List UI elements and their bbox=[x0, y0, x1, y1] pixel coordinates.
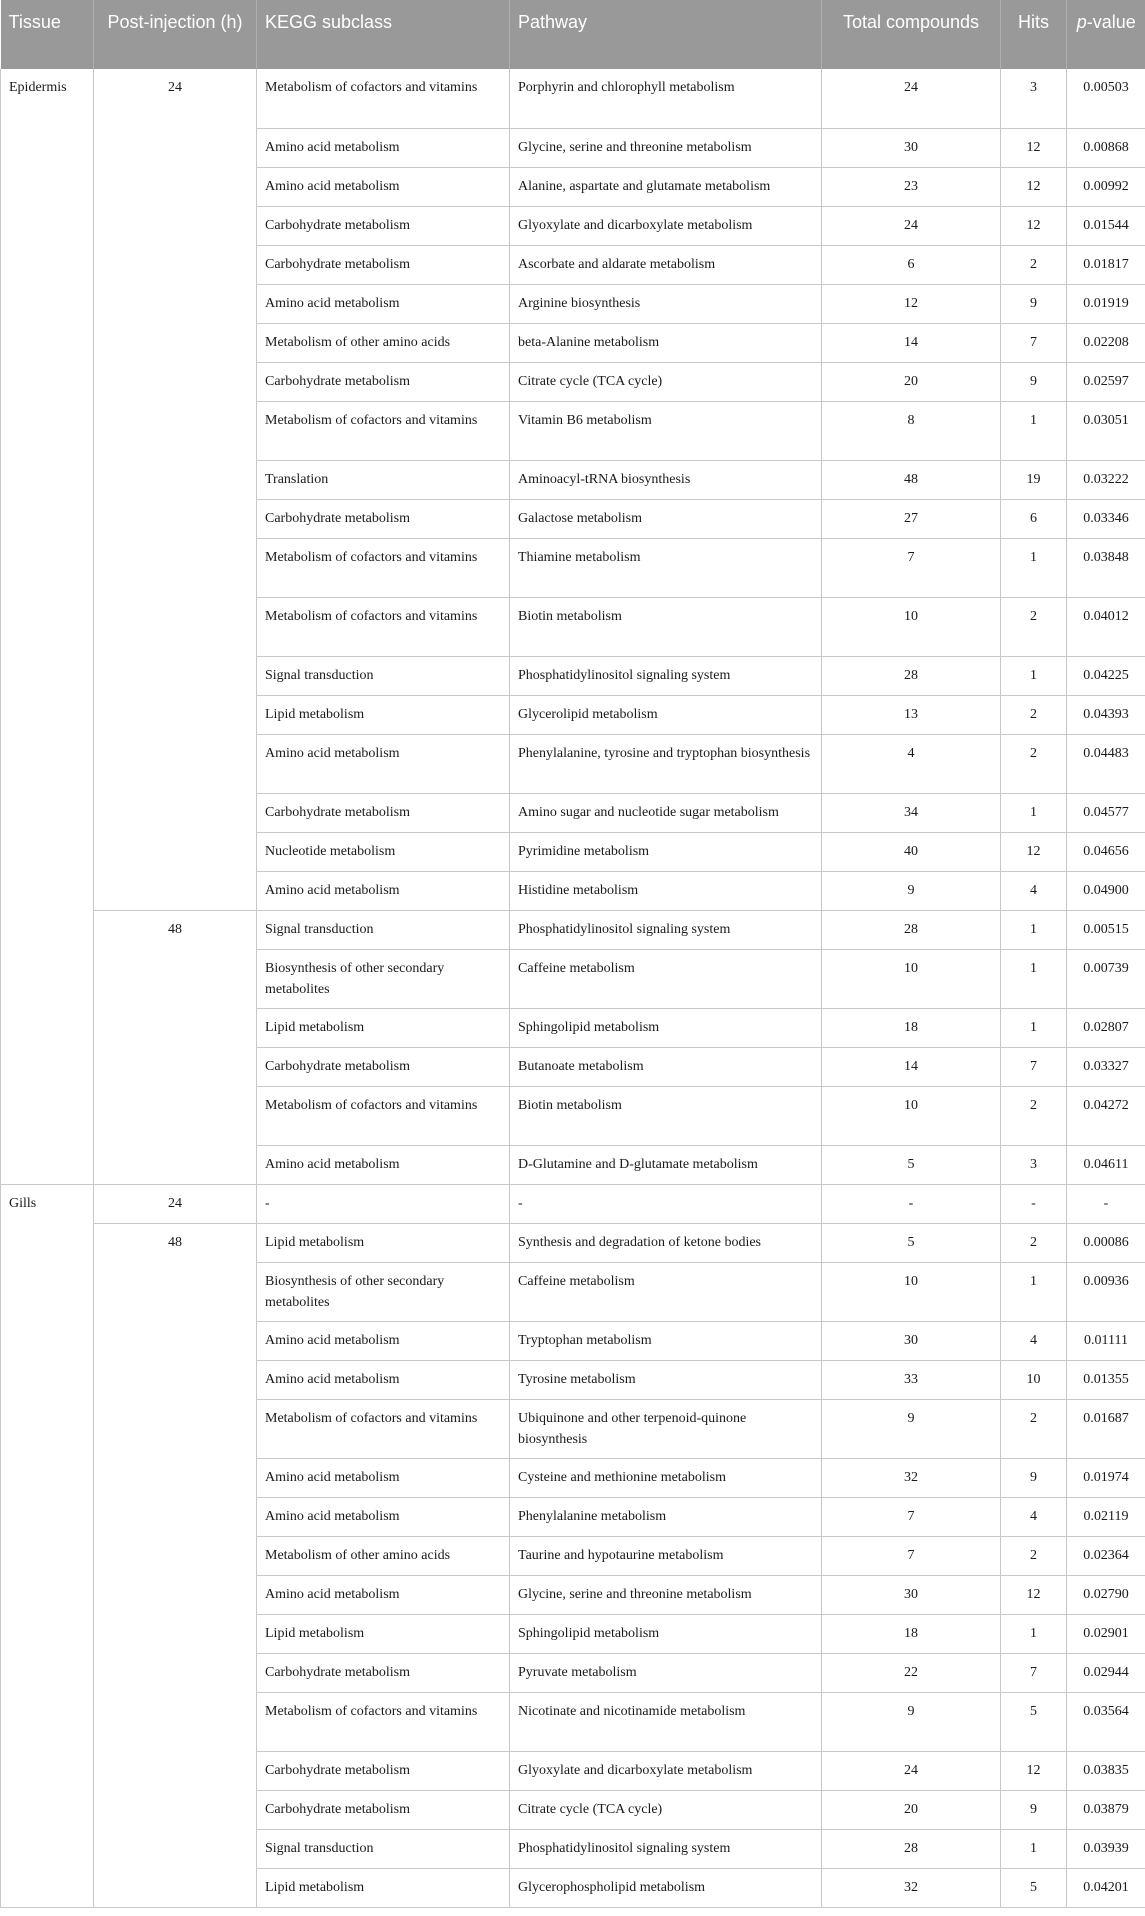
hits-cell: 12 bbox=[1001, 128, 1067, 167]
kegg-subclass-cell: Signal transduction bbox=[257, 656, 510, 695]
table-body bbox=[1, 69, 1145, 1907]
header-p-value bbox=[1067, 0, 1145, 69]
kegg-subclass-cell: Carbohydrate metabolism bbox=[257, 1790, 510, 1829]
pathway-cell: Citrate cycle (TCA cycle) bbox=[510, 1790, 822, 1829]
total-compounds-cell: 10 bbox=[822, 1262, 1001, 1321]
p-value-cell: 0.04272 bbox=[1067, 1086, 1145, 1145]
header-p-value-rest: -value bbox=[1086, 12, 1136, 32]
tissue-cell: Epidermis bbox=[1, 69, 94, 1184]
kegg-subclass-cell: Amino acid metabolism bbox=[257, 1575, 510, 1614]
kegg-subclass-cell: Signal transduction bbox=[257, 910, 510, 949]
pathway-cell: Citrate cycle (TCA cycle) bbox=[510, 362, 822, 401]
pathway-cell: Glyoxylate and dicarboxylate metabolism bbox=[510, 206, 822, 245]
p-value-cell: 0.00515 bbox=[1067, 910, 1145, 949]
hits-cell: 7 bbox=[1001, 323, 1067, 362]
pathway-cell: Caffeine metabolism bbox=[510, 949, 822, 1008]
p-value-cell: 0.02807 bbox=[1067, 1008, 1145, 1047]
p-value-cell: 0.00503 bbox=[1067, 69, 1145, 128]
p-value-cell: 0.04900 bbox=[1067, 871, 1145, 910]
kegg-subclass-cell: Amino acid metabolism bbox=[257, 1145, 510, 1184]
p-value-cell: 0.03939 bbox=[1067, 1829, 1145, 1868]
hits-cell: 12 bbox=[1001, 167, 1067, 206]
hits-cell: 2 bbox=[1001, 597, 1067, 656]
kegg-subclass-cell: Amino acid metabolism bbox=[257, 284, 510, 323]
pathway-cell: Aminoacyl-tRNA biosynthesis bbox=[510, 460, 822, 499]
pathway-cell: Cysteine and methionine metabolism bbox=[510, 1458, 822, 1497]
total-compounds-cell: 22 bbox=[822, 1653, 1001, 1692]
pathway-cell: Phenylalanine, tyrosine and tryptophan biosynthesis bbox=[510, 734, 822, 793]
kegg-subclass-cell: Metabolism of other amino acids bbox=[257, 1536, 510, 1575]
kegg-subclass-cell: Amino acid metabolism bbox=[257, 734, 510, 793]
p-value-cell: 0.00936 bbox=[1067, 1262, 1145, 1321]
header-total-compounds: Total compounds bbox=[822, 0, 1001, 69]
p-value-cell: 0.03848 bbox=[1067, 538, 1145, 597]
kegg-subclass-cell: Amino acid metabolism bbox=[257, 1360, 510, 1399]
kegg-subclass-cell: Metabolism of cofactors and vitamins bbox=[257, 538, 510, 597]
total-compounds-cell: 9 bbox=[822, 1399, 1001, 1458]
kegg-subclass-cell: Metabolism of cofactors and vitamins bbox=[257, 401, 510, 460]
hits-cell: 1 bbox=[1001, 949, 1067, 1008]
pathway-cell: Glycerophospholipid metabolism bbox=[510, 1868, 822, 1907]
p-value-cell: 0.04656 bbox=[1067, 832, 1145, 871]
pathway-cell: Sphingolipid metabolism bbox=[510, 1614, 822, 1653]
total-compounds-cell: 6 bbox=[822, 245, 1001, 284]
kegg-subclass-cell: Biosynthesis of other secondary metabolites bbox=[257, 949, 510, 1008]
total-compounds-cell: 5 bbox=[822, 1145, 1001, 1184]
pathway-cell: Phosphatidylinositol signaling system bbox=[510, 656, 822, 695]
pathway-cell: Pyruvate metabolism bbox=[510, 1653, 822, 1692]
hits-cell: 3 bbox=[1001, 1145, 1067, 1184]
tissue-cell: Gills bbox=[1, 1184, 94, 1907]
hits-cell: - bbox=[1001, 1184, 1067, 1223]
pathway-cell: Biotin metabolism bbox=[510, 597, 822, 656]
total-compounds-cell: 48 bbox=[822, 460, 1001, 499]
kegg-subclass-cell: Carbohydrate metabolism bbox=[257, 1751, 510, 1790]
kegg-subclass-cell: Carbohydrate metabolism bbox=[257, 245, 510, 284]
hits-cell: 1 bbox=[1001, 910, 1067, 949]
total-compounds-cell: 7 bbox=[822, 1497, 1001, 1536]
kegg-subclass-cell: Amino acid metabolism bbox=[257, 128, 510, 167]
header-pathway: Pathway bbox=[510, 0, 822, 69]
kegg-subclass-cell: Nucleotide metabolism bbox=[257, 832, 510, 871]
post-injection-cell: 24 bbox=[94, 69, 257, 910]
total-compounds-cell: - bbox=[822, 1184, 1001, 1223]
kegg-subclass-cell: Signal transduction bbox=[257, 1829, 510, 1868]
hits-cell: 3 bbox=[1001, 69, 1067, 128]
kegg-subclass-cell: Carbohydrate metabolism bbox=[257, 1653, 510, 1692]
kegg-subclass-cell: Lipid metabolism bbox=[257, 1223, 510, 1262]
hits-cell: 2 bbox=[1001, 1086, 1067, 1145]
total-compounds-cell: 27 bbox=[822, 499, 1001, 538]
total-compounds-cell: 33 bbox=[822, 1360, 1001, 1399]
hits-cell: 4 bbox=[1001, 871, 1067, 910]
kegg-subclass-cell: Carbohydrate metabolism bbox=[257, 793, 510, 832]
table-row bbox=[1, 69, 1145, 128]
hits-cell: 2 bbox=[1001, 1536, 1067, 1575]
total-compounds-cell: 28 bbox=[822, 1829, 1001, 1868]
kegg-subclass-cell: Amino acid metabolism bbox=[257, 1321, 510, 1360]
kegg-subclass-cell: Biosynthesis of other secondary metabolites bbox=[257, 1262, 510, 1321]
p-value-cell: 0.01817 bbox=[1067, 245, 1145, 284]
pathway-cell: Arginine biosynthesis bbox=[510, 284, 822, 323]
pathway-cell: Biotin metabolism bbox=[510, 1086, 822, 1145]
pathway-cell: Phenylalanine metabolism bbox=[510, 1497, 822, 1536]
pathway-cell: Taurine and hypotaurine metabolism bbox=[510, 1536, 822, 1575]
kegg-subclass-cell: Carbohydrate metabolism bbox=[257, 499, 510, 538]
pathway-cell: Pyrimidine metabolism bbox=[510, 832, 822, 871]
pathway-cell: Thiamine metabolism bbox=[510, 538, 822, 597]
total-compounds-cell: 24 bbox=[822, 69, 1001, 128]
total-compounds-cell: 18 bbox=[822, 1614, 1001, 1653]
kegg-subclass-cell: Amino acid metabolism bbox=[257, 1497, 510, 1536]
kegg-subclass-cell: Amino acid metabolism bbox=[257, 1458, 510, 1497]
total-compounds-cell: 9 bbox=[822, 1692, 1001, 1751]
hits-cell: 1 bbox=[1001, 401, 1067, 460]
pathway-cell: Nicotinate and nicotinamide metabolism bbox=[510, 1692, 822, 1751]
table-header bbox=[1, 0, 1145, 69]
total-compounds-cell: 8 bbox=[822, 401, 1001, 460]
pathway-cell: Amino sugar and nucleotide sugar metabolism bbox=[510, 793, 822, 832]
total-compounds-cell: 30 bbox=[822, 1575, 1001, 1614]
pathway-cell: Ubiquinone and other terpenoid-quinone biosynthesis bbox=[510, 1399, 822, 1458]
pathway-cell: Tyrosine metabolism bbox=[510, 1360, 822, 1399]
kegg-subclass-cell: Carbohydrate metabolism bbox=[257, 206, 510, 245]
pathway-cell: Porphyrin and chlorophyll metabolism bbox=[510, 69, 822, 128]
p-value-cell: - bbox=[1067, 1184, 1145, 1223]
kegg-subclass-cell: Lipid metabolism bbox=[257, 1868, 510, 1907]
p-value-cell: 0.00739 bbox=[1067, 949, 1145, 1008]
total-compounds-cell: 28 bbox=[822, 656, 1001, 695]
p-value-cell: 0.01111 bbox=[1067, 1321, 1145, 1360]
p-value-cell: 0.01544 bbox=[1067, 206, 1145, 245]
total-compounds-cell: 34 bbox=[822, 793, 1001, 832]
p-value-cell: 0.03051 bbox=[1067, 401, 1145, 460]
header-post-injection: Post-injection (h) bbox=[94, 0, 257, 69]
pathway-cell: Histidine metabolism bbox=[510, 871, 822, 910]
kegg-subclass-cell: Amino acid metabolism bbox=[257, 167, 510, 206]
hits-cell: 9 bbox=[1001, 284, 1067, 323]
pathway-cell: D-Glutamine and D-glutamate metabolism bbox=[510, 1145, 822, 1184]
pathway-cell: Glycine, serine and threonine metabolism bbox=[510, 128, 822, 167]
table-row bbox=[1, 1223, 1145, 1262]
total-compounds-cell: 13 bbox=[822, 695, 1001, 734]
hits-cell: 7 bbox=[1001, 1047, 1067, 1086]
hits-cell: 1 bbox=[1001, 1262, 1067, 1321]
header-tissue: Tissue bbox=[1, 0, 94, 69]
p-value-cell: 0.04577 bbox=[1067, 793, 1145, 832]
p-value-cell: 0.03346 bbox=[1067, 499, 1145, 538]
p-value-cell: 0.01687 bbox=[1067, 1399, 1145, 1458]
total-compounds-cell: 28 bbox=[822, 910, 1001, 949]
pathway-cell: Sphingolipid metabolism bbox=[510, 1008, 822, 1047]
p-value-cell: 0.03222 bbox=[1067, 460, 1145, 499]
hits-cell: 9 bbox=[1001, 1458, 1067, 1497]
p-value-cell: 0.01974 bbox=[1067, 1458, 1145, 1497]
total-compounds-cell: 24 bbox=[822, 206, 1001, 245]
total-compounds-cell: 10 bbox=[822, 1086, 1001, 1145]
p-value-cell: 0.02597 bbox=[1067, 362, 1145, 401]
p-value-cell: 0.04483 bbox=[1067, 734, 1145, 793]
pathway-cell: Alanine, aspartate and glutamate metabolism bbox=[510, 167, 822, 206]
total-compounds-cell: 14 bbox=[822, 323, 1001, 362]
total-compounds-cell: 14 bbox=[822, 1047, 1001, 1086]
total-compounds-cell: 40 bbox=[822, 832, 1001, 871]
pathway-cell: Caffeine metabolism bbox=[510, 1262, 822, 1321]
hits-cell: 1 bbox=[1001, 1614, 1067, 1653]
kegg-subclass-cell: Amino acid metabolism bbox=[257, 871, 510, 910]
pathway-cell: Phosphatidylinositol signaling system bbox=[510, 1829, 822, 1868]
hits-cell: 1 bbox=[1001, 1829, 1067, 1868]
total-compounds-cell: 32 bbox=[822, 1458, 1001, 1497]
p-value-cell: 0.01919 bbox=[1067, 284, 1145, 323]
total-compounds-cell: 5 bbox=[822, 1223, 1001, 1262]
p-value-cell: 0.04225 bbox=[1067, 656, 1145, 695]
total-compounds-cell: 20 bbox=[822, 1790, 1001, 1829]
p-value-cell: 0.02944 bbox=[1067, 1653, 1145, 1692]
hits-cell: 1 bbox=[1001, 793, 1067, 832]
p-value-cell: 0.03835 bbox=[1067, 1751, 1145, 1790]
hits-cell: 5 bbox=[1001, 1868, 1067, 1907]
pathway-cell: Tryptophan metabolism bbox=[510, 1321, 822, 1360]
total-compounds-cell: 4 bbox=[822, 734, 1001, 793]
kegg-subclass-cell: Metabolism of cofactors and vitamins bbox=[257, 69, 510, 128]
kegg-subclass-cell: - bbox=[257, 1184, 510, 1223]
kegg-subclass-cell: Carbohydrate metabolism bbox=[257, 362, 510, 401]
kegg-subclass-cell: Lipid metabolism bbox=[257, 1614, 510, 1653]
hits-cell: 2 bbox=[1001, 245, 1067, 284]
hits-cell: 10 bbox=[1001, 1360, 1067, 1399]
post-injection-cell: 24 bbox=[94, 1184, 257, 1223]
header-p-value-italic: p bbox=[1076, 12, 1087, 32]
p-value-cell: 0.00868 bbox=[1067, 128, 1145, 167]
p-value-cell: 0.04611 bbox=[1067, 1145, 1145, 1184]
p-value-cell: 0.03327 bbox=[1067, 1047, 1145, 1086]
hits-cell: 4 bbox=[1001, 1321, 1067, 1360]
total-compounds-cell: 23 bbox=[822, 167, 1001, 206]
kegg-subclass-cell: Metabolism of other amino acids bbox=[257, 323, 510, 362]
total-compounds-cell: 18 bbox=[822, 1008, 1001, 1047]
p-value-cell: 0.04393 bbox=[1067, 695, 1145, 734]
hits-cell: 12 bbox=[1001, 832, 1067, 871]
p-value-cell: 0.03564 bbox=[1067, 1692, 1145, 1751]
total-compounds-cell: 10 bbox=[822, 949, 1001, 1008]
kegg-subclass-cell: Metabolism of cofactors and vitamins bbox=[257, 1399, 510, 1458]
hits-cell: 2 bbox=[1001, 734, 1067, 793]
hits-cell: 2 bbox=[1001, 1223, 1067, 1262]
kegg-subclass-cell: Metabolism of cofactors and vitamins bbox=[257, 1086, 510, 1145]
hits-cell: 2 bbox=[1001, 695, 1067, 734]
post-injection-cell: 48 bbox=[94, 910, 257, 1184]
total-compounds-cell: 30 bbox=[822, 1321, 1001, 1360]
p-value-cell: 0.02901 bbox=[1067, 1614, 1145, 1653]
pathway-cell: Glycine, serine and threonine metabolism bbox=[510, 1575, 822, 1614]
kegg-subclass-cell: Metabolism of cofactors and vitamins bbox=[257, 597, 510, 656]
pathway-cell: Vitamin B6 metabolism bbox=[510, 401, 822, 460]
p-value-cell: 0.02790 bbox=[1067, 1575, 1145, 1614]
pathway-cell: Butanoate metabolism bbox=[510, 1047, 822, 1086]
hits-cell: 1 bbox=[1001, 656, 1067, 695]
p-value-cell: 0.03879 bbox=[1067, 1790, 1145, 1829]
p-value-cell: 0.04201 bbox=[1067, 1868, 1145, 1907]
total-compounds-cell: 32 bbox=[822, 1868, 1001, 1907]
hits-cell: 19 bbox=[1001, 460, 1067, 499]
hits-cell: 1 bbox=[1001, 1008, 1067, 1047]
pathway-cell: Ascorbate and aldarate metabolism bbox=[510, 245, 822, 284]
hits-cell: 12 bbox=[1001, 1575, 1067, 1614]
pathway-cell: - bbox=[510, 1184, 822, 1223]
total-compounds-cell: 12 bbox=[822, 284, 1001, 323]
p-value-cell: 0.02364 bbox=[1067, 1536, 1145, 1575]
hits-cell: 9 bbox=[1001, 362, 1067, 401]
total-compounds-cell: 9 bbox=[822, 871, 1001, 910]
header-hits: Hits bbox=[1001, 0, 1067, 69]
hits-cell: 12 bbox=[1001, 206, 1067, 245]
hits-cell: 2 bbox=[1001, 1399, 1067, 1458]
pathway-cell: beta-Alanine metabolism bbox=[510, 323, 822, 362]
table-row bbox=[1, 1184, 1145, 1223]
pathway-cell: Synthesis and degradation of ketone bodies bbox=[510, 1223, 822, 1262]
total-compounds-cell: 24 bbox=[822, 1751, 1001, 1790]
p-value-cell: 0.00992 bbox=[1067, 167, 1145, 206]
kegg-subclass-cell: Carbohydrate metabolism bbox=[257, 1047, 510, 1086]
hits-cell: 9 bbox=[1001, 1790, 1067, 1829]
p-value-cell: 0.01355 bbox=[1067, 1360, 1145, 1399]
p-value-cell: 0.00086 bbox=[1067, 1223, 1145, 1262]
post-injection-cell: 48 bbox=[94, 1223, 257, 1907]
hits-cell: 4 bbox=[1001, 1497, 1067, 1536]
kegg-subclass-cell: Metabolism of cofactors and vitamins bbox=[257, 1692, 510, 1751]
hits-cell: 12 bbox=[1001, 1751, 1067, 1790]
kegg-subclass-cell: Translation bbox=[257, 460, 510, 499]
total-compounds-cell: 7 bbox=[822, 538, 1001, 597]
p-value-cell: 0.04012 bbox=[1067, 597, 1145, 656]
header-kegg-subclass: KEGG subclass bbox=[257, 0, 510, 69]
table-row bbox=[1, 910, 1145, 949]
pathway-cell: Phosphatidylinositol signaling system bbox=[510, 910, 822, 949]
pathway-cell: Glyoxylate and dicarboxylate metabolism bbox=[510, 1751, 822, 1790]
hits-cell: 5 bbox=[1001, 1692, 1067, 1751]
total-compounds-cell: 30 bbox=[822, 128, 1001, 167]
pathway-cell: Glycerolipid metabolism bbox=[510, 695, 822, 734]
hits-cell: 1 bbox=[1001, 538, 1067, 597]
total-compounds-cell: 7 bbox=[822, 1536, 1001, 1575]
p-value-cell: 0.02119 bbox=[1067, 1497, 1145, 1536]
total-compounds-cell: 20 bbox=[822, 362, 1001, 401]
p-value-cell: 0.02208 bbox=[1067, 323, 1145, 362]
pathway-cell: Galactose metabolism bbox=[510, 499, 822, 538]
kegg-subclass-cell: Lipid metabolism bbox=[257, 1008, 510, 1047]
kegg-subclass-cell: Lipid metabolism bbox=[257, 695, 510, 734]
hits-cell: 6 bbox=[1001, 499, 1067, 538]
hits-cell: 7 bbox=[1001, 1653, 1067, 1692]
total-compounds-cell: 10 bbox=[822, 597, 1001, 656]
